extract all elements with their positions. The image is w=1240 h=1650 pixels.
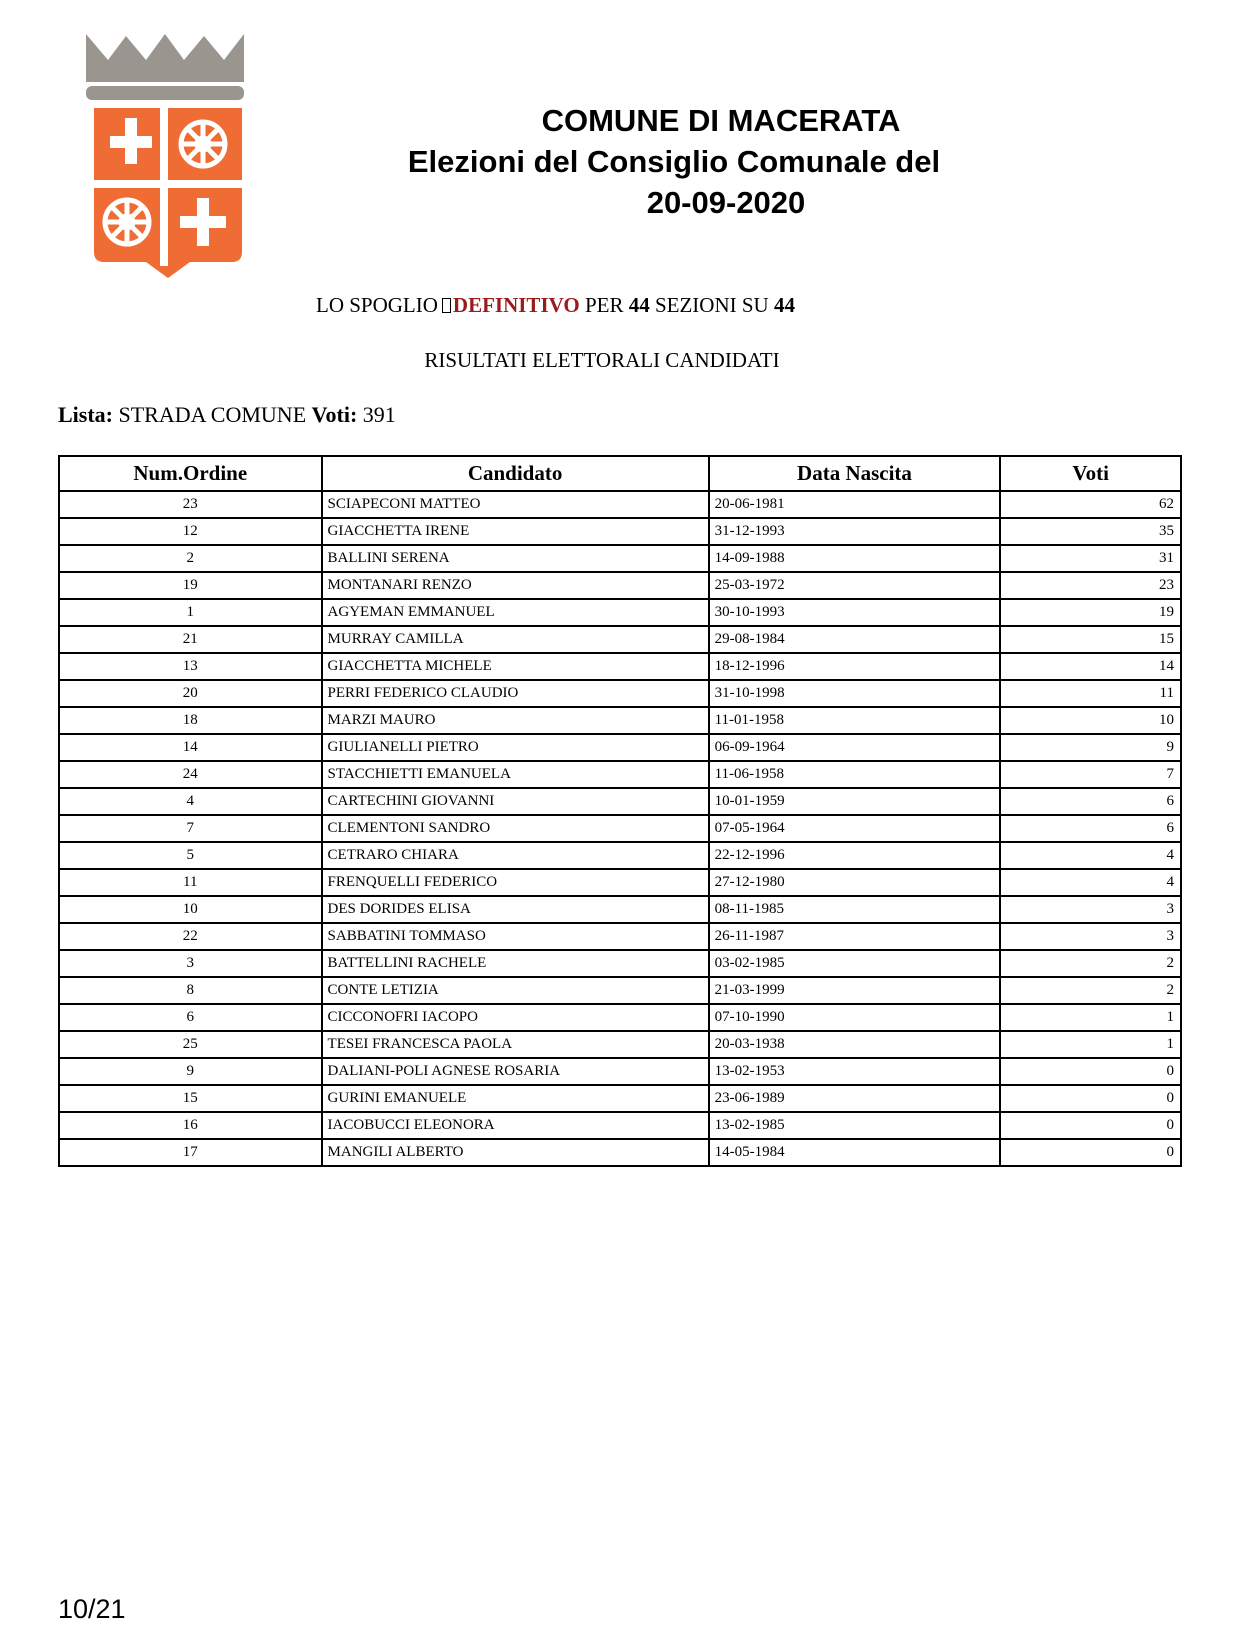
cell-candidato: CONTE LETIZIA — [322, 977, 709, 1004]
cell-data-nascita: 21-03-1999 — [709, 977, 1001, 1004]
document-title — [380, 100, 980, 223]
title-date: 20-09-2020 — [646, 185, 806, 220]
cell-data-nascita: 11-01-1958 — [709, 707, 1001, 734]
title-line-2: Elezioni del Consiglio Comunale del — [407, 144, 941, 179]
cell-candidato: DES DORIDES ELISA — [322, 896, 709, 923]
cell-num-ordine: 17 — [59, 1139, 322, 1166]
cell-candidato: GURINI EMANUELE — [322, 1085, 709, 1112]
cell-voti: 35 — [1000, 518, 1181, 545]
cell-candidato: CETRARO CHIARA — [322, 842, 709, 869]
table-row — [59, 545, 1181, 572]
cell-voti: 1 — [1000, 1031, 1181, 1058]
cell-num-ordine: 18 — [59, 707, 322, 734]
cell-voti: 14 — [1000, 653, 1181, 680]
cell-voti: 2 — [1000, 950, 1181, 977]
cell-num-ordine: 2 — [59, 545, 322, 572]
status-per: PER — [584, 293, 624, 317]
cell-voti: 6 — [1000, 815, 1181, 842]
cell-num-ordine: 12 — [59, 518, 322, 545]
table-body — [59, 491, 1181, 1166]
lista-name: STRADA COMUNE — [118, 402, 307, 427]
header-voti: Voti — [1000, 456, 1181, 491]
checkbox-glyph-icon — [442, 298, 451, 313]
cell-num-ordine: 22 — [59, 923, 322, 950]
cell-num-ordine: 3 — [59, 950, 322, 977]
list-summary — [58, 402, 396, 428]
table-header-row — [59, 456, 1181, 491]
cell-data-nascita: 14-09-1988 — [709, 545, 1001, 572]
cell-num-ordine: 19 — [59, 572, 322, 599]
table-row — [59, 680, 1181, 707]
cell-candidato: AGYEMAN EMMANUEL — [322, 599, 709, 626]
votes-label: Voti: — [311, 402, 358, 427]
cell-voti: 0 — [1000, 1085, 1181, 1112]
table-row — [59, 626, 1181, 653]
cell-candidato: MURRAY CAMILLA — [322, 626, 709, 653]
table-row — [59, 599, 1181, 626]
cell-data-nascita: 13-02-1985 — [709, 1112, 1001, 1139]
cell-candidato: STACCHIETTI EMANUELA — [322, 761, 709, 788]
cell-num-ordine: 4 — [59, 788, 322, 815]
table-row — [59, 1085, 1181, 1112]
cell-num-ordine: 10 — [59, 896, 322, 923]
table-row — [59, 977, 1181, 1004]
cell-candidato: FRENQUELLI FEDERICO — [322, 869, 709, 896]
cell-voti: 0 — [1000, 1139, 1181, 1166]
lista-label: Lista: — [58, 402, 113, 427]
candidates-table — [58, 455, 1182, 1167]
cell-voti: 1 — [1000, 1004, 1181, 1031]
table-row — [59, 815, 1181, 842]
cell-data-nascita: 18-12-1996 — [709, 653, 1001, 680]
cell-num-ordine: 5 — [59, 842, 322, 869]
cell-candidato: MANGILI ALBERTO — [322, 1139, 709, 1166]
sections-total: 44 — [773, 293, 795, 317]
cell-voti: 6 — [1000, 788, 1181, 815]
cell-candidato: SABBATINI TOMMASO — [322, 923, 709, 950]
cell-data-nascita: 22-12-1996 — [709, 842, 1001, 869]
cell-num-ordine: 6 — [59, 1004, 322, 1031]
cell-data-nascita: 20-06-1981 — [709, 491, 1001, 518]
cell-data-nascita: 20-03-1938 — [709, 1031, 1001, 1058]
cell-candidato: PERRI FEDERICO CLAUDIO — [322, 680, 709, 707]
table-row — [59, 842, 1181, 869]
cell-data-nascita: 30-10-1993 — [709, 599, 1001, 626]
table-row — [59, 572, 1181, 599]
header-candidato: Candidato — [322, 456, 709, 491]
table-row — [59, 1139, 1181, 1166]
section-subtitle — [0, 348, 1240, 373]
cell-voti: 23 — [1000, 572, 1181, 599]
cell-candidato: SCIAPECONI MATTEO — [322, 491, 709, 518]
cell-voti: 9 — [1000, 734, 1181, 761]
cell-candidato: IACOBUCCI ELEONORA — [322, 1112, 709, 1139]
cell-num-ordine: 9 — [59, 1058, 322, 1085]
header-data-nascita: Data Nascita — [709, 456, 1001, 491]
cell-data-nascita: 29-08-1984 — [709, 626, 1001, 653]
cell-num-ordine: 14 — [59, 734, 322, 761]
cell-num-ordine: 23 — [59, 491, 322, 518]
cell-num-ordine: 13 — [59, 653, 322, 680]
table-row — [59, 1058, 1181, 1085]
cell-voti: 15 — [1000, 626, 1181, 653]
cell-data-nascita: 03-02-1985 — [709, 950, 1001, 977]
table-row — [59, 707, 1181, 734]
cell-num-ordine: 20 — [59, 680, 322, 707]
cell-num-ordine: 8 — [59, 977, 322, 1004]
cell-voti: 3 — [1000, 923, 1181, 950]
cell-candidato: MARZI MAURO — [322, 707, 709, 734]
table-row — [59, 950, 1181, 977]
table-row — [59, 761, 1181, 788]
cell-voti: 2 — [1000, 977, 1181, 1004]
table-row — [59, 734, 1181, 761]
table-row — [59, 896, 1181, 923]
cell-num-ordine: 15 — [59, 1085, 322, 1112]
cell-data-nascita: 08-11-1985 — [709, 896, 1001, 923]
table-row — [59, 869, 1181, 896]
cell-voti: 62 — [1000, 491, 1181, 518]
cell-data-nascita: 07-10-1990 — [709, 1004, 1001, 1031]
table-row — [59, 1112, 1181, 1139]
title-line-1: COMUNE DI MACERATA — [541, 103, 901, 138]
status-state: DEFINITIVO — [452, 293, 580, 317]
cell-data-nascita: 06-09-1964 — [709, 734, 1001, 761]
cell-data-nascita: 07-05-1964 — [709, 815, 1001, 842]
cell-data-nascita: 31-12-1993 — [709, 518, 1001, 545]
page-number: 10/21 — [58, 1594, 126, 1624]
table-row — [59, 923, 1181, 950]
table-row — [59, 788, 1181, 815]
cell-voti: 4 — [1000, 842, 1181, 869]
cell-data-nascita: 13-02-1953 — [709, 1058, 1001, 1085]
cell-data-nascita: 31-10-1998 — [709, 680, 1001, 707]
cell-candidato: DALIANI-POLI AGNESE ROSARIA — [322, 1058, 709, 1085]
cell-voti: 31 — [1000, 545, 1181, 572]
cell-candidato: MONTANARI RENZO — [322, 572, 709, 599]
cell-num-ordine: 24 — [59, 761, 322, 788]
cell-data-nascita: 10-01-1959 — [709, 788, 1001, 815]
cell-num-ordine: 16 — [59, 1112, 322, 1139]
cell-voti: 7 — [1000, 761, 1181, 788]
cell-voti: 19 — [1000, 599, 1181, 626]
cell-voti: 3 — [1000, 896, 1181, 923]
cell-data-nascita: 11-06-1958 — [709, 761, 1001, 788]
counting-status — [0, 293, 1240, 318]
cell-candidato: BALLINI SERENA — [322, 545, 709, 572]
cell-candidato: TESEI FRANCESCA PAOLA — [322, 1031, 709, 1058]
cell-voti: 11 — [1000, 680, 1181, 707]
cell-candidato: GIULIANELLI PIETRO — [322, 734, 709, 761]
table-row — [59, 491, 1181, 518]
cell-data-nascita: 27-12-1980 — [709, 869, 1001, 896]
cell-data-nascita: 23-06-1989 — [709, 1085, 1001, 1112]
cell-voti: 0 — [1000, 1058, 1181, 1085]
cell-candidato: BATTELLINI RACHELE — [322, 950, 709, 977]
subtitle-text: RISULTATI ELETTORALI CANDIDATI — [424, 348, 780, 372]
cell-num-ordine: 11 — [59, 869, 322, 896]
cell-voti: 0 — [1000, 1112, 1181, 1139]
status-sezioni-su: SEZIONI SU — [654, 293, 769, 317]
table-row — [59, 1004, 1181, 1031]
cell-num-ordine: 7 — [59, 815, 322, 842]
cell-candidato: GIACCHETTA MICHELE — [322, 653, 709, 680]
cell-num-ordine: 21 — [59, 626, 322, 653]
cell-num-ordine: 1 — [59, 599, 322, 626]
cell-voti: 4 — [1000, 869, 1181, 896]
table-row — [59, 653, 1181, 680]
status-prefix: LO SPOGLIO — [316, 293, 438, 317]
cell-data-nascita: 25-03-1972 — [709, 572, 1001, 599]
lista-votes: 391 — [362, 402, 396, 427]
cell-num-ordine: 25 — [59, 1031, 322, 1058]
cell-candidato: CLEMENTONI SANDRO — [322, 815, 709, 842]
cell-data-nascita: 14-05-1984 — [709, 1139, 1001, 1166]
cell-voti: 10 — [1000, 707, 1181, 734]
cell-data-nascita: 26-11-1987 — [709, 923, 1001, 950]
table-row — [59, 1031, 1181, 1058]
cell-candidato: CICCONOFRI IACOPO — [322, 1004, 709, 1031]
macerata-coat-of-arms-icon — [62, 30, 284, 288]
cell-candidato: GIACCHETTA IRENE — [322, 518, 709, 545]
header-num-ordine: Num.Ordine — [59, 456, 322, 491]
cell-candidato: CARTECHINI GIOVANNI — [322, 788, 709, 815]
sections-done: 44 — [628, 293, 650, 317]
table-row — [59, 518, 1181, 545]
